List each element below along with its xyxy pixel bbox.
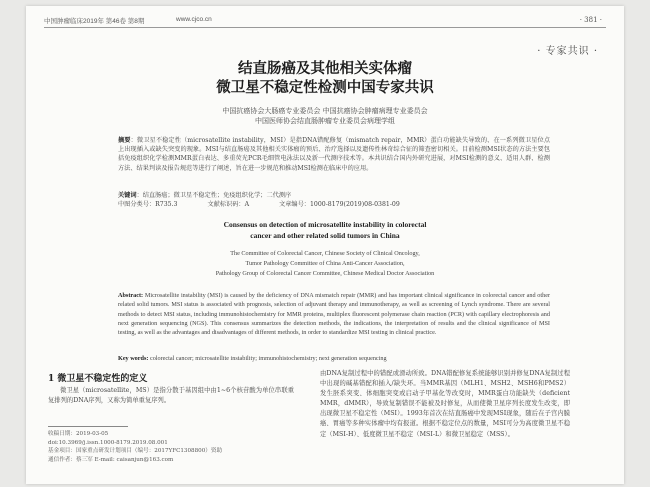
- abstract-cn-text: 微卫星不稳定性（microsatellite instability，MSI）是指DNA错配修复（mismatch repair，MMR）蛋白功能缺失导致的、在一系列微卫星位点上出现插入或缺失突变的现象。MSI与结直肠癌及其他相关实体瘤的预后、治疗选择以及遗传性林奇综合征的筛查密切相关。目前检测MSI状态的方法主要包括免疫组织化学检测MMR蛋白表达、多重荧光PCR毛细管电泳法以及新一代测序技术等。本共识结合国内外研究进展，对MSI检测的意义、适用人群、检测方法、结果判读及报告规范等进行了阐述，旨在进一步规范和推动MSI检测在临床中的应用。: [118, 137, 551, 172]
- english-title: [26, 219, 624, 241]
- english-authors-line-1: The Committee of Colorectal Cancer, Chinese Society of Clinical Oncology,: [230, 250, 420, 257]
- classification-meta: [118, 199, 428, 208]
- title-line-1: 结直肠癌及其他相关实体瘤: [238, 60, 412, 77]
- footnote-received: 收稿日期：2019-03-05: [48, 431, 109, 437]
- authors-cn-line-1: 中国抗癌协会大肠癌专业委员会 中国抗癌协会肿瘤病理专业委员会: [222, 107, 428, 115]
- footnote-funding: 基金项目：国家重点研发计划项目（编号：2017YFC1308800）资助: [48, 448, 223, 455]
- page-title: [26, 59, 624, 97]
- abstract-en: [118, 291, 550, 337]
- authors-cn-line-2: 中国医师协会结直肠肿瘤专业委员会病理学组: [255, 117, 395, 125]
- keywords-cn-label: 关键词: [118, 192, 137, 199]
- clc-number: 中图分类号：R735.3: [118, 201, 178, 208]
- journal-header: 中国肿瘤临床2019年 第46卷 第8期: [44, 18, 145, 25]
- english-authors-line-2: Tumor Pathology Committee of China Anti-Cancer Association,: [245, 260, 405, 267]
- article-number: 文章编号：1000-8179(2019)08-0381-09: [279, 201, 400, 208]
- footnote-rule: [48, 426, 128, 427]
- abstract-en-text: Microsatellite instability (MSI) is caused by the deficiency of DNA mismatch repair (MMR) and has important clinical significance in colorectal cancer and other related solid tumors. MSI status is associated with prognosis, selection of adjuvant therapy and immunotherapy, as well as screening of Lynch syndrome. There are several methods to detect MSI status, including immunohistochemistry for MMR proteins, multiplex fluorescent polymerase chain reaction (PCR) with capillary electrophoresis and next generation sequencing (NGS). This consensus summarizes the detection methods, the indications, the interpretation of results and the clinical significance of MSI testing, as well as the advantages and disadvantages of different methods, in order to standardize MSI testing in clinical practice.: [118, 292, 551, 337]
- english-authors: [26, 249, 624, 279]
- right-column-text: 由DNA复制过程中的错配或滑动所致。DNA错配修复系统能够识别并修复DNA复制过程中出现的碱基错配和插入/缺失环。当MMR基因（MLH1、MSH2、MSH6和PMS2）发生胚系突变、体细胞突变或启动子甲基化等改变时，MMR蛋白功能缺失（deficient MMR，dMMR），导致复制错误不能被及时修复，从而使微卫星序列长度发生改变，即出现微卫星不稳定性（MSI）。1993年首次在结直肠癌中发现MSI现象，随后在子宫内膜癌、胃癌等多种实体瘤中均有报道。根据不稳定位点的数量，MSI可分为高度微卫星不稳定（MSI-H）、低度微卫星不稳定（MSI-L）和微卫星稳定（MSS）。: [320, 370, 570, 438]
- keywords-cn: 关键词：结直肠癌；微卫星不稳定性；免疫组织化学；二代测序: [118, 192, 292, 199]
- page-number: · 381 ·: [579, 16, 602, 24]
- left-column-text: 微卫星（microsatellite，MS）是指分散于基因组中由1~6个核苷酸为单位串联重复排列的DNA序列，又称为简单重复序列。: [48, 387, 294, 404]
- footnote-doi: doi:10.3969/j.issn.1000-8179.2019.08.001: [48, 439, 168, 446]
- keywords-en: [118, 355, 550, 362]
- header-rule: [44, 27, 606, 28]
- document-code: 文献标识码：A: [207, 201, 250, 208]
- abstract-cn-label: 摘要: [118, 137, 131, 144]
- journal-website: www.cjco.cn: [176, 16, 212, 23]
- abstract-en-label: Abstract:: [118, 292, 144, 299]
- english-title-line-1: Consensus on detection of microsatellite instability in colorectal: [223, 220, 427, 229]
- authors-cn: [26, 106, 624, 126]
- section-tag: · 专家共识 ·: [537, 46, 598, 57]
- english-authors-line-3: Pathology Group of Colorectal Cancer Committee, Chinese Medical Doctor Association: [215, 270, 435, 277]
- abstract-cn: 摘要：微卫星不稳定性（microsatellite instability，MSI）是指DNA错配修复（mismatch repair，MMR）蛋白功能缺失导致的、在一系列微卫星位点上出现插入或缺失突变的现象。MSI与结直肠癌及其他相关实体瘤的预后、治疗选择以及遗传性林奇综合征的筛查密切相关。目前检测MSI状态的方法主要包括免疫组织化学检测MMR蛋白表达、多重荧光PCR毛细管电泳法以及新一代测序技术等。本共识结合国内外研究进展，对MSI检测的意义、适用人群、检测方法、结果判读及报告规范等进行了阐述，旨在进一步规范和推动MSI检测在临床中的应用。: [118, 137, 551, 172]
- footnote-correspondence: 通信作者：蔡三军 E-mail: caisanjun@163.com: [48, 456, 174, 463]
- title-line-2: 微卫星不稳定性检测中国专家共识: [216, 79, 434, 96]
- keywords-en-label: Key words:: [118, 355, 149, 362]
- document-page: [26, 6, 624, 484]
- section-heading: 1 微卫星不稳定性的定义: [48, 374, 148, 384]
- keywords-en-text: colorectal cancer; microsatellite instability; immunohistochemistry; next generation sequencing: [149, 355, 387, 362]
- english-title-line-2: cancer and other related solid tumors in China: [250, 231, 400, 240]
- keywords-cn-text: 结直肠癌；微卫星不稳定性；免疫组织化学；二代测序: [142, 192, 292, 199]
- footnotes: [48, 430, 294, 464]
